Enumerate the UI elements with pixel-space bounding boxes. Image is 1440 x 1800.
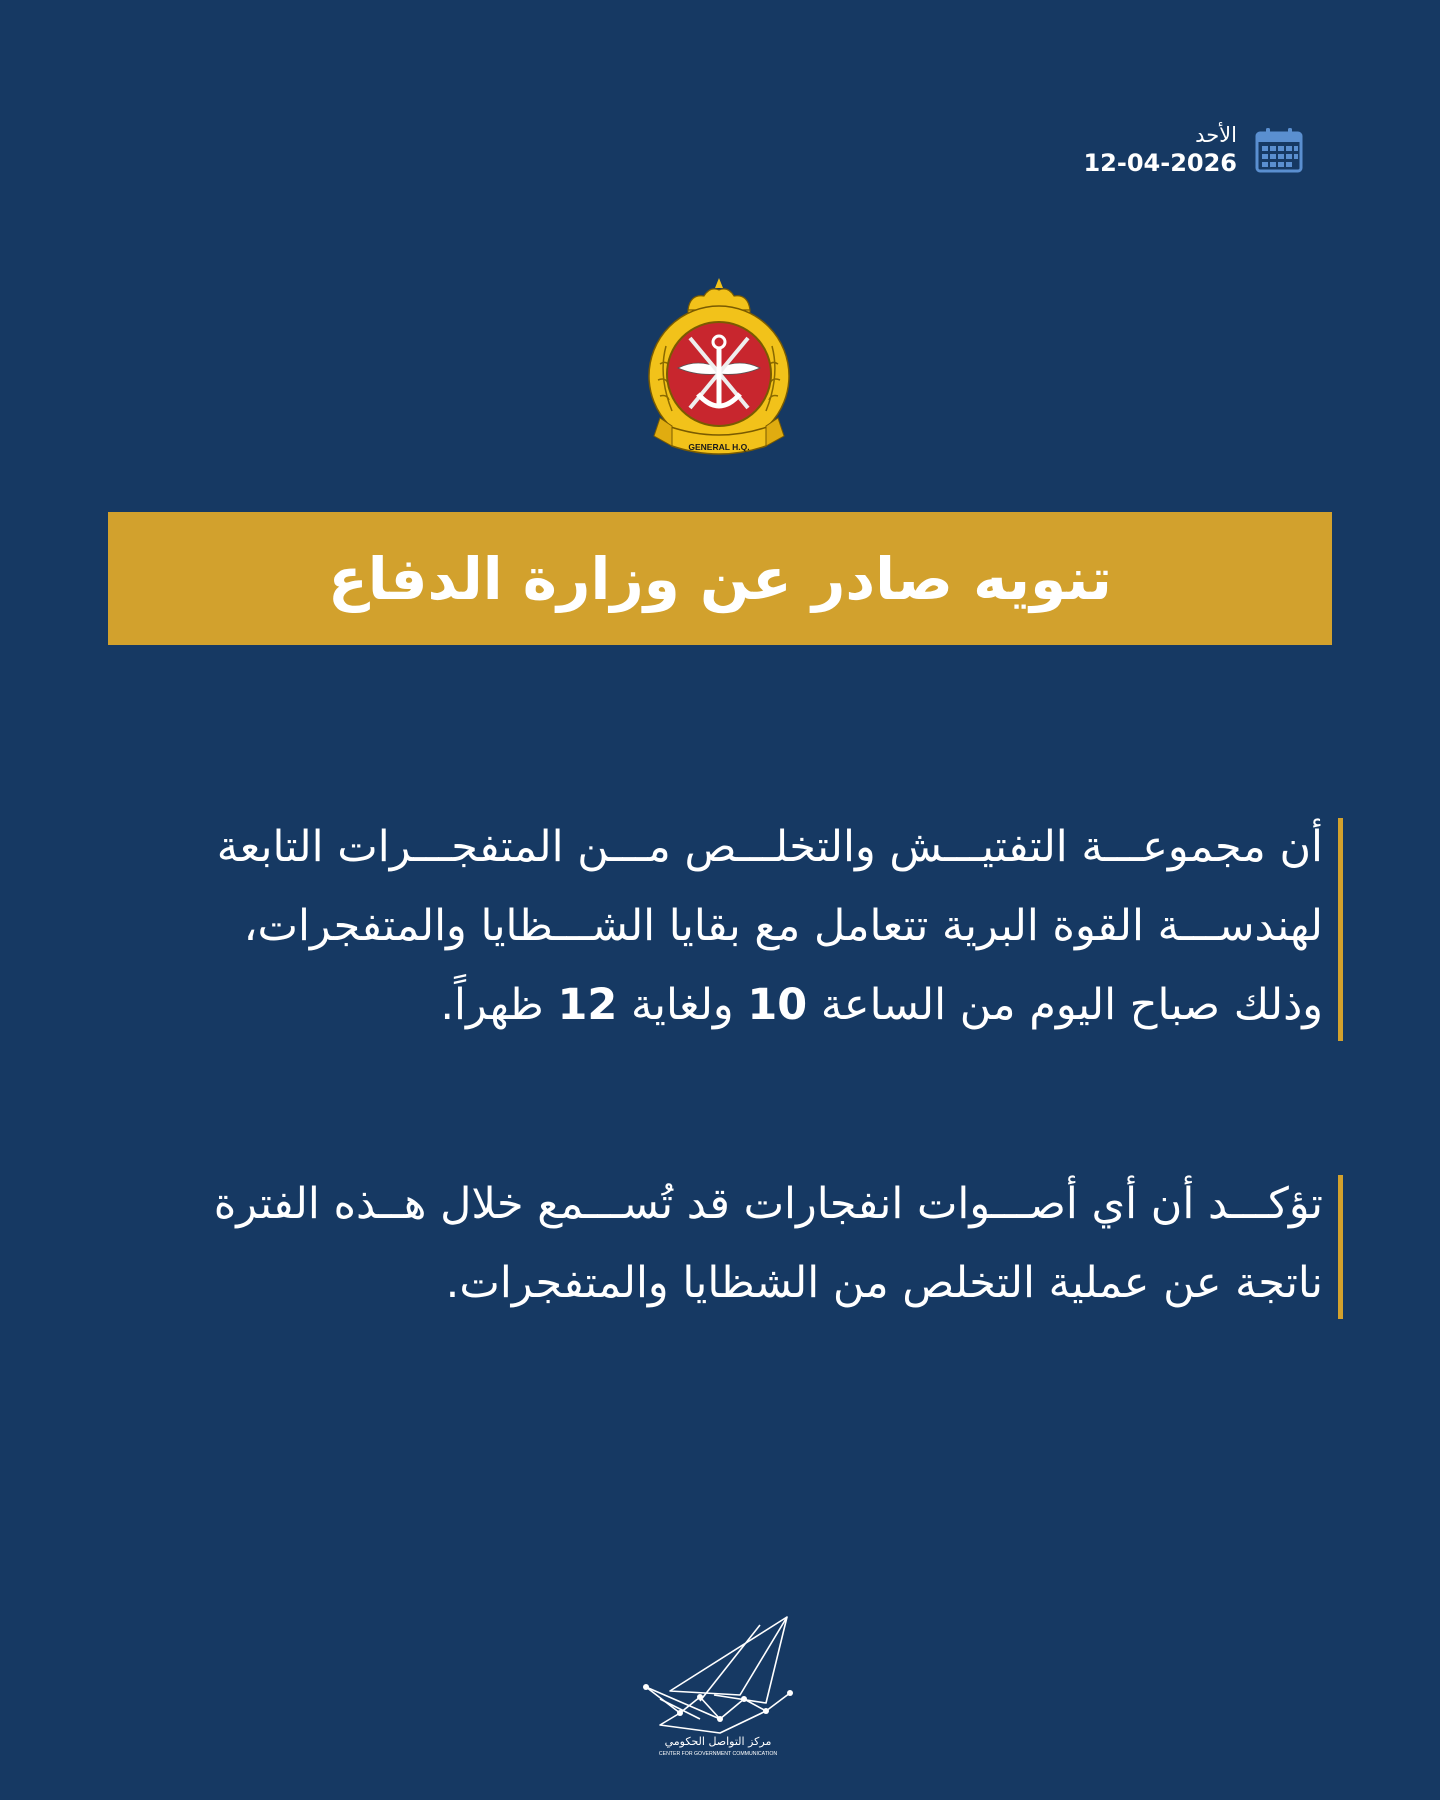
paragraph-accent-bar: [1338, 818, 1343, 1041]
emblem-label: GENERAL H.Q.: [688, 442, 750, 452]
paragraph-2: [101, 1165, 1323, 1323]
start-hour: 10: [747, 980, 808, 1030]
date-day: الأحد: [1195, 123, 1237, 147]
paragraph-accent-bar: [1338, 1175, 1343, 1319]
paragraph-1-line-1: أن مجموعـــة التفتيـــش والتخلـــص مـــن المتفجـــرات التابعة: [216, 822, 1323, 872]
paragraph-1-line-3: [101, 966, 1323, 1045]
footer-english: CENTER FOR GOVERNMENT COMMUNICATION: [658, 1751, 778, 1757]
date-value: 12-04-2026: [1083, 149, 1237, 177]
paragraph-2-line-2: ناتجة عن عملية التخلص من الشظايا والمتفجرات.: [445, 1258, 1323, 1308]
line-3-part-a: وذلك صباح اليوم من الساعة: [820, 980, 1323, 1030]
calendar-icon: [1255, 127, 1303, 173]
government-communication-logo-icon: [640, 1615, 795, 1757]
paragraph-1: [101, 808, 1323, 1045]
title-banner: [108, 512, 1332, 645]
footer-arabic: مركز التواصل الحكومي: [664, 1735, 772, 1748]
date-text: [1083, 122, 1237, 178]
general-hq-emblem-icon: [638, 276, 801, 466]
page-title: تنويه صادر عن وزارة الدفاع: [328, 544, 1112, 613]
end-hour: 12: [557, 980, 618, 1030]
paragraph-1-line-2: لهندســـة القوة البرية تتعامل مع بقايا الشـــظايا والمتفجرات،: [243, 901, 1323, 951]
date-block: [1083, 122, 1303, 178]
paragraph-2-line-1: تؤكـــد أن أي أصـــوات انفجارات قد تُســـمع خلال هــذه الفترة: [213, 1179, 1323, 1229]
line-3-part-c: ظهراً.: [440, 980, 544, 1030]
line-3-part-b: ولغاية: [630, 980, 734, 1030]
